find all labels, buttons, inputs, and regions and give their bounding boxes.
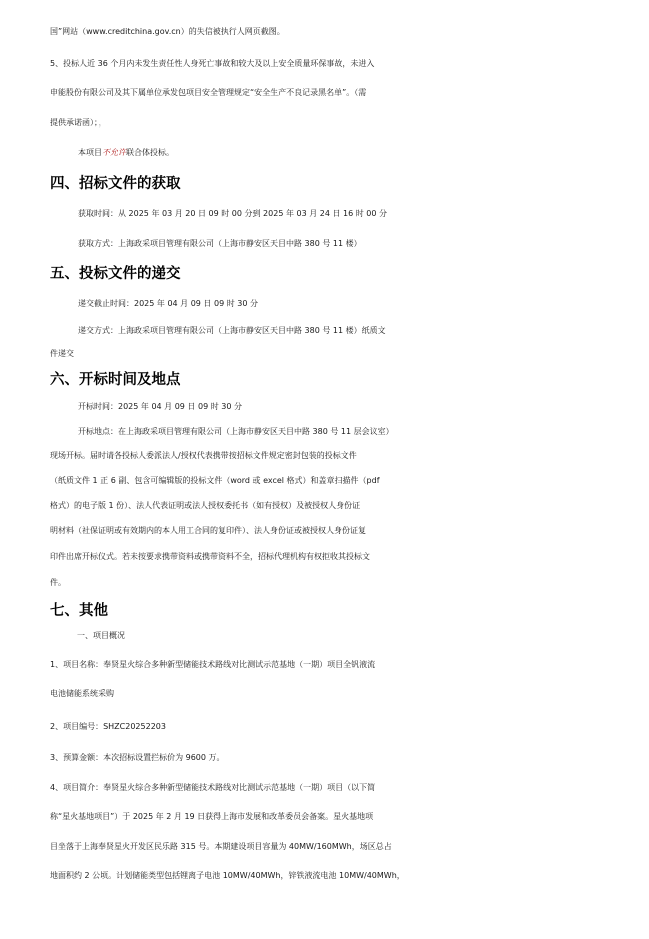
text-line: 获取方式：上海政采项目管理有限公司（上海市静安区天目中路 380 号 11 楼） [78, 239, 362, 248]
text-line: 称“星火基地项目”）于 2025 年 2 月 19 日获得上海市发展和改革委员会备案。星火基地项 [50, 812, 374, 821]
text-line: 递交方式：上海政采项目管理有限公司（上海市静安区天目中路 380 号 11 楼）纸质文 [78, 326, 386, 335]
text-line: 目坐落于上海奉贤星火开发区民乐路 315 号。本期建设项目容量为 40MW/160MWh，场区总占 [50, 842, 392, 851]
text-line: 现场开标。届时请各投标人委派法人/授权代表携带按招标文件规定密封包装的投标文件 [50, 451, 357, 460]
text-line: 件。 [50, 578, 66, 587]
text-line: 件递交 [50, 349, 74, 358]
text-line: 开标地点：在上海政采项目管理有限公司（上海市静安区天目中路 380 号 11 层会议室） [78, 427, 394, 436]
text-line [0, 114, 649, 131]
text-line: 国”网站（www.creditchina.gov.cn）的失信被执行人网页截图。 [50, 27, 285, 36]
subsection-heading: 一、项目概况 [77, 631, 125, 640]
text-line: 4、项目简介：奉贤星火综合多种新型储能技术路线对比测试示范基地（一期）项目（以下简 [50, 783, 376, 792]
consortium-not-allowed: 不允许 [102, 148, 126, 157]
text-line: 获取时间：从 2025 年 03 月 20 日 09 时 00 分到 2025 年 03 月 24 日 16 时 00 分 [78, 209, 388, 218]
text-line: 明材料（社保证明或有效期内的本人用工合同的复印件）、法人身份证或被授权人身份证复 [50, 526, 366, 535]
text-line: 5、投标人近 36 个月内未发生责任性人身死亡事故和较大及以上安全质量环保事故，未进入 [50, 59, 375, 68]
commitment-text: 提供承诺函）； [50, 118, 98, 127]
text-line: 地面积约 2 公顷。计划储能类型包括锂离子电池 10MW/40MWh，锌铁液流电池 10MW/40MWh， [50, 871, 405, 880]
section-heading-6: 六、开标时间及地点 [50, 372, 181, 388]
section-heading-5: 五、投标文件的递交 [50, 266, 181, 282]
text-line: 电池储能系统采购 [50, 689, 114, 698]
text-line: 印件出席开标仪式。若未按要求携带资料或携带资料不全，招标代理机构有权拒收其投标文 [50, 552, 370, 561]
text-line: 递交截止时间：2025 年 04 月 09 日 09 时 30 分 [78, 299, 258, 308]
section-heading-4: 四、招标文件的获取 [50, 176, 181, 192]
consortium-line [0, 145, 649, 161]
text-line: 1、项目名称：奉贤星火综合多种新型储能技术路线对比测试示范基地（一期）项目全钒液流 [50, 660, 376, 669]
consortium-suffix: 联合体投标。 [126, 148, 174, 157]
text-line: 开标时间：2025 年 04 月 09 日 09 时 30 分 [78, 402, 242, 411]
text-line: 2、项目编号：SHZC20252203 [50, 722, 166, 731]
consortium-prefix: 本项目 [78, 148, 102, 157]
text-line: 3、预算金额：本次招标设置拦标价为 9600 万。 [50, 753, 225, 762]
text-line: 格式）的电子版 1 份）、法人代表证明或法人授权委托书（如有授权）及被授权人身份证 [50, 501, 361, 510]
section-heading-7: 七、其他 [50, 603, 108, 619]
text-line: （纸质文件 1 正 6 副、包含可编辑版的投标文件（word 或 excel 格式）和盖章扫描件（pdf [50, 476, 380, 485]
faint-mark: ， [98, 115, 109, 128]
text-line: 申能股份有限公司及其下属单位承发包项目安全管理规定“安全生产不良记录黑名单”。（需 [50, 88, 367, 97]
